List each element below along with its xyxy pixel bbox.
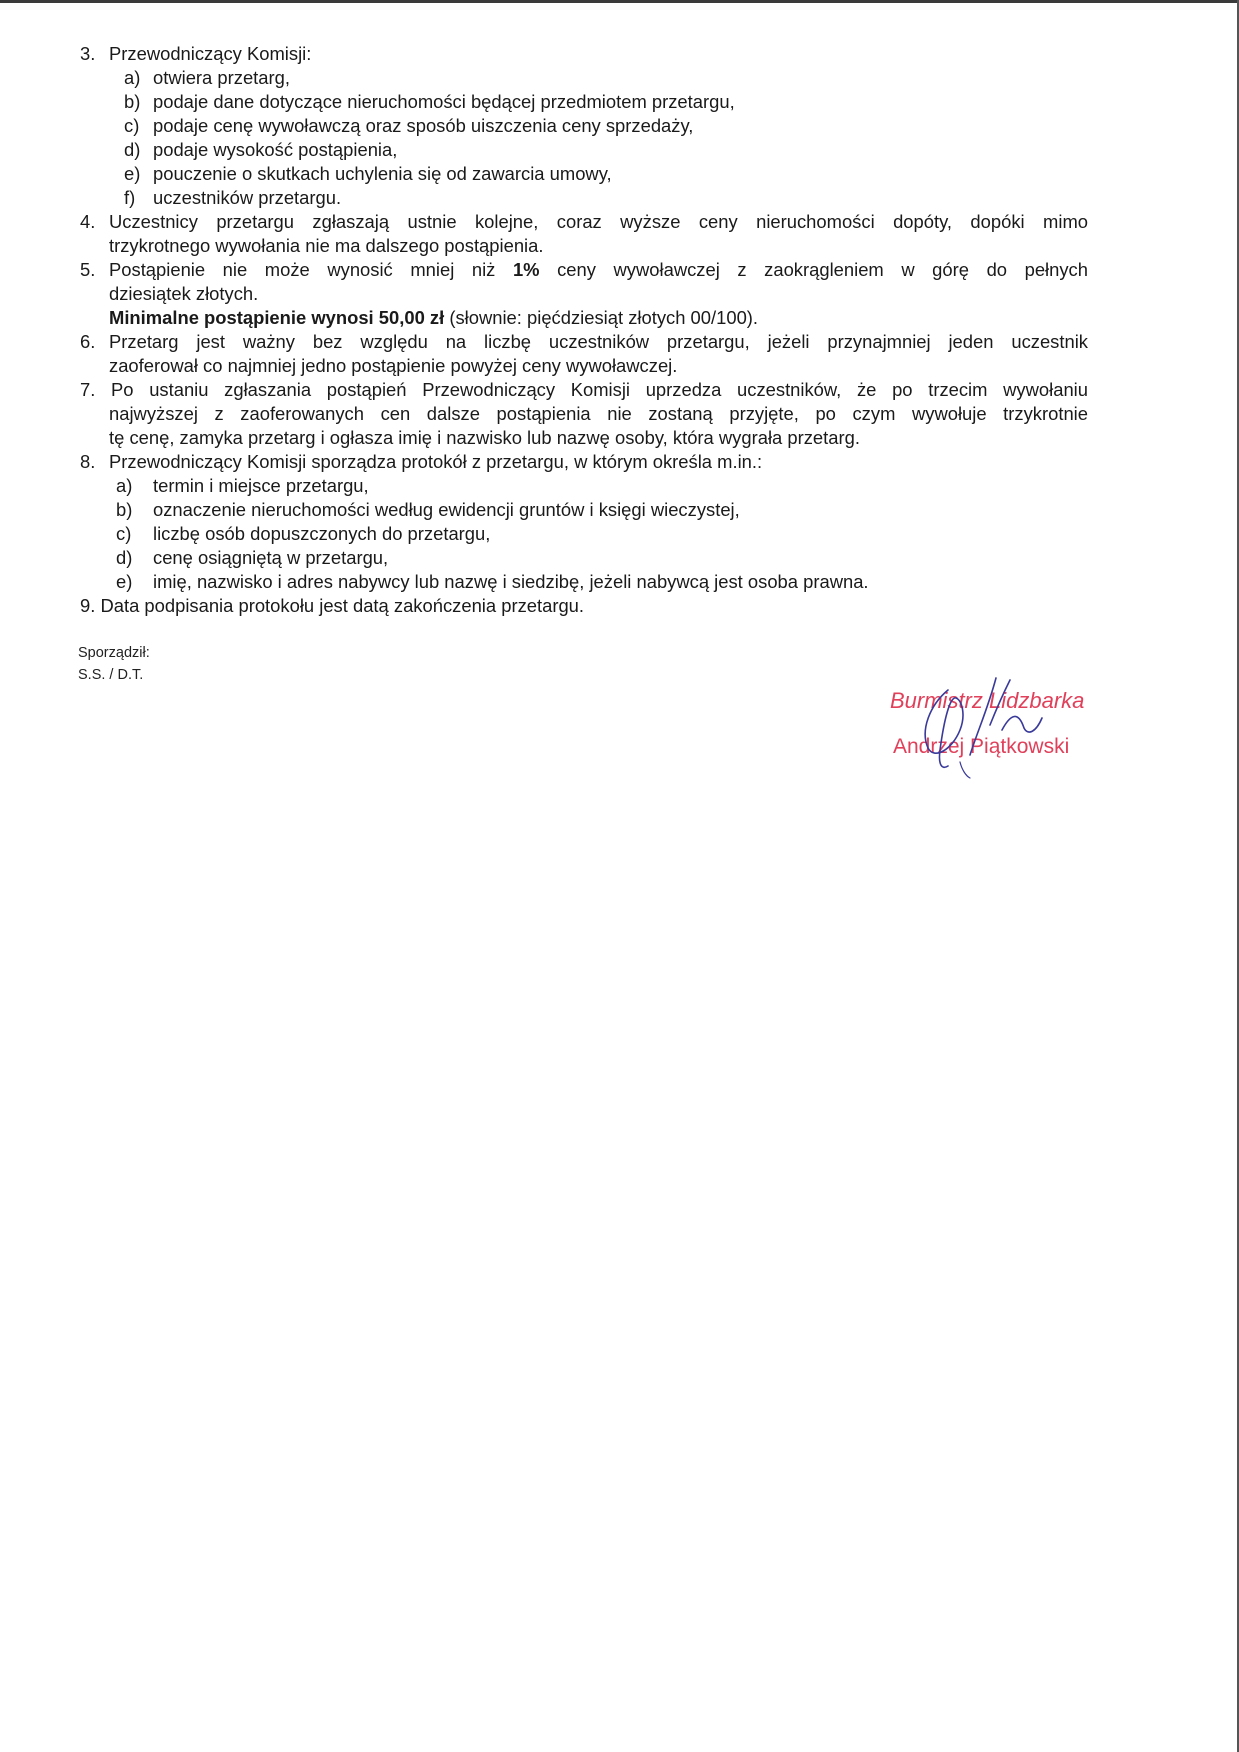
prepared-by-initials: S.S. / D.T. — [78, 667, 144, 683]
item-5-line-2: dziesiątek złotych. — [109, 283, 259, 304]
item-4-line-1: Uczestnicy przetargu zgłaszają ustnie kolejne, coraz wyższe ceny nieruchomości dopóty, dopóki mimo — [109, 211, 1088, 232]
item-3e-text: pouczenie o skutkach uchylenia się od zawarcia umowy, — [153, 163, 612, 184]
item-8-number: 8. — [80, 451, 96, 472]
item-5-line-3 — [109, 306, 758, 330]
item-3f-text: uczestników przetargu. — [153, 187, 342, 208]
item-8b-label: b) — [116, 499, 133, 520]
item-3e-label: e) — [124, 163, 141, 184]
item-6-number: 6. — [80, 331, 96, 352]
item-3c-label: c) — [124, 115, 140, 136]
item-8a-label: a) — [116, 475, 133, 496]
item-3a-text: otwiera przetarg, — [153, 67, 290, 88]
item-5-percent: 1% — [512, 259, 540, 280]
item-8e-text: imię, nazwisko i adres nabywcy lub nazwę i siedzibę, jeżeli nabywcą jest osoba prawna. — [153, 571, 869, 592]
item-7-line-1: 7. Po ustaniu zgłaszania postąpień Przewodniczący Komisji uprzedza uczestników, że po trzecim wywołaniu — [80, 379, 1088, 400]
item-6-line-2: zaoferował co najmniej jedno postąpienie powyżej ceny wywoławczej. — [109, 355, 678, 376]
mayor-stamp-title: Burmistrz Lidzbarka — [890, 688, 1085, 713]
item-3f-label: f) — [124, 187, 136, 208]
item-8-text: Przewodniczący Komisji sporządza protokół z przetargu, w którym określa m.in.: — [109, 451, 763, 472]
item-8d-text: cenę osiągniętą w przetargu, — [153, 547, 389, 568]
item-8e-label: e) — [116, 571, 133, 592]
handwritten-signature — [900, 670, 1080, 780]
item-3a-label: a) — [124, 67, 141, 88]
item-5-line-1 — [109, 258, 1088, 282]
item-6-line-1: Przetarg jest ważny bez względu na liczbę uczestników przetargu, jeżeli przynajmniej jeden uczestnik — [109, 331, 1088, 352]
item-3d-label: d) — [124, 139, 141, 160]
item-3b-text: podaje dane dotyczące nieruchomości będącej przedmiotem przetargu, — [153, 91, 735, 112]
item-4-number: 4. — [80, 211, 96, 232]
item-7-line-3: tę cenę, zamyka przetarg i ogłasza imię i nazwisko lub nazwę osoby, która wygrała przetarg. — [109, 427, 860, 448]
item-5-text-a: Postąpienie nie może wynosić mniej niż — [109, 259, 513, 280]
item-4-line-2: trzykrotnego wywołania nie ma dalszego postąpienia. — [109, 235, 544, 256]
item-3d-text: podaje wysokość postąpienia, — [153, 139, 398, 160]
item-8c-label: c) — [116, 523, 132, 544]
item-5-text-b: ceny wywoławczej z zaokrągleniem w górę do pełnych — [539, 259, 1088, 280]
minimum-bid-increment-words: (słownie: pięćdziesiąt złotych 00/100). — [444, 307, 759, 328]
item-8b-text: oznaczenie nieruchomości według ewidencji gruntów i księgi wieczystej, — [153, 499, 740, 520]
item-8d-label: d) — [116, 547, 133, 568]
minimum-bid-increment: Minimalne postąpienie wynosi 50,00 zł — [109, 307, 445, 328]
item-3c-text: podaje cenę wywoławczą oraz sposób uiszczenia ceny sprzedaży, — [153, 115, 694, 136]
mayor-stamp-name: Andrzej Piątkowski — [893, 735, 1070, 758]
item-7-line-2: najwyższej z zaoferowanych cen dalsze postąpienia nie zostaną przyjęte, po czym wywołuje trzykrotnie — [109, 403, 1088, 424]
item-9-text: 9. Data podpisania protokołu jest datą zakończenia przetargu. — [80, 595, 585, 616]
item-5-number: 5. — [80, 259, 96, 280]
item-8a-text: termin i miejsce przetargu, — [153, 475, 369, 496]
item-3b-label: b) — [124, 91, 141, 112]
item-3-number: 3. — [80, 43, 96, 64]
item-8c-text: liczbę osób dopuszczonych do przetargu, — [153, 523, 491, 544]
prepared-by-label: Sporządził: — [78, 645, 150, 661]
item-3-text: Przewodniczący Komisji: — [109, 43, 312, 64]
